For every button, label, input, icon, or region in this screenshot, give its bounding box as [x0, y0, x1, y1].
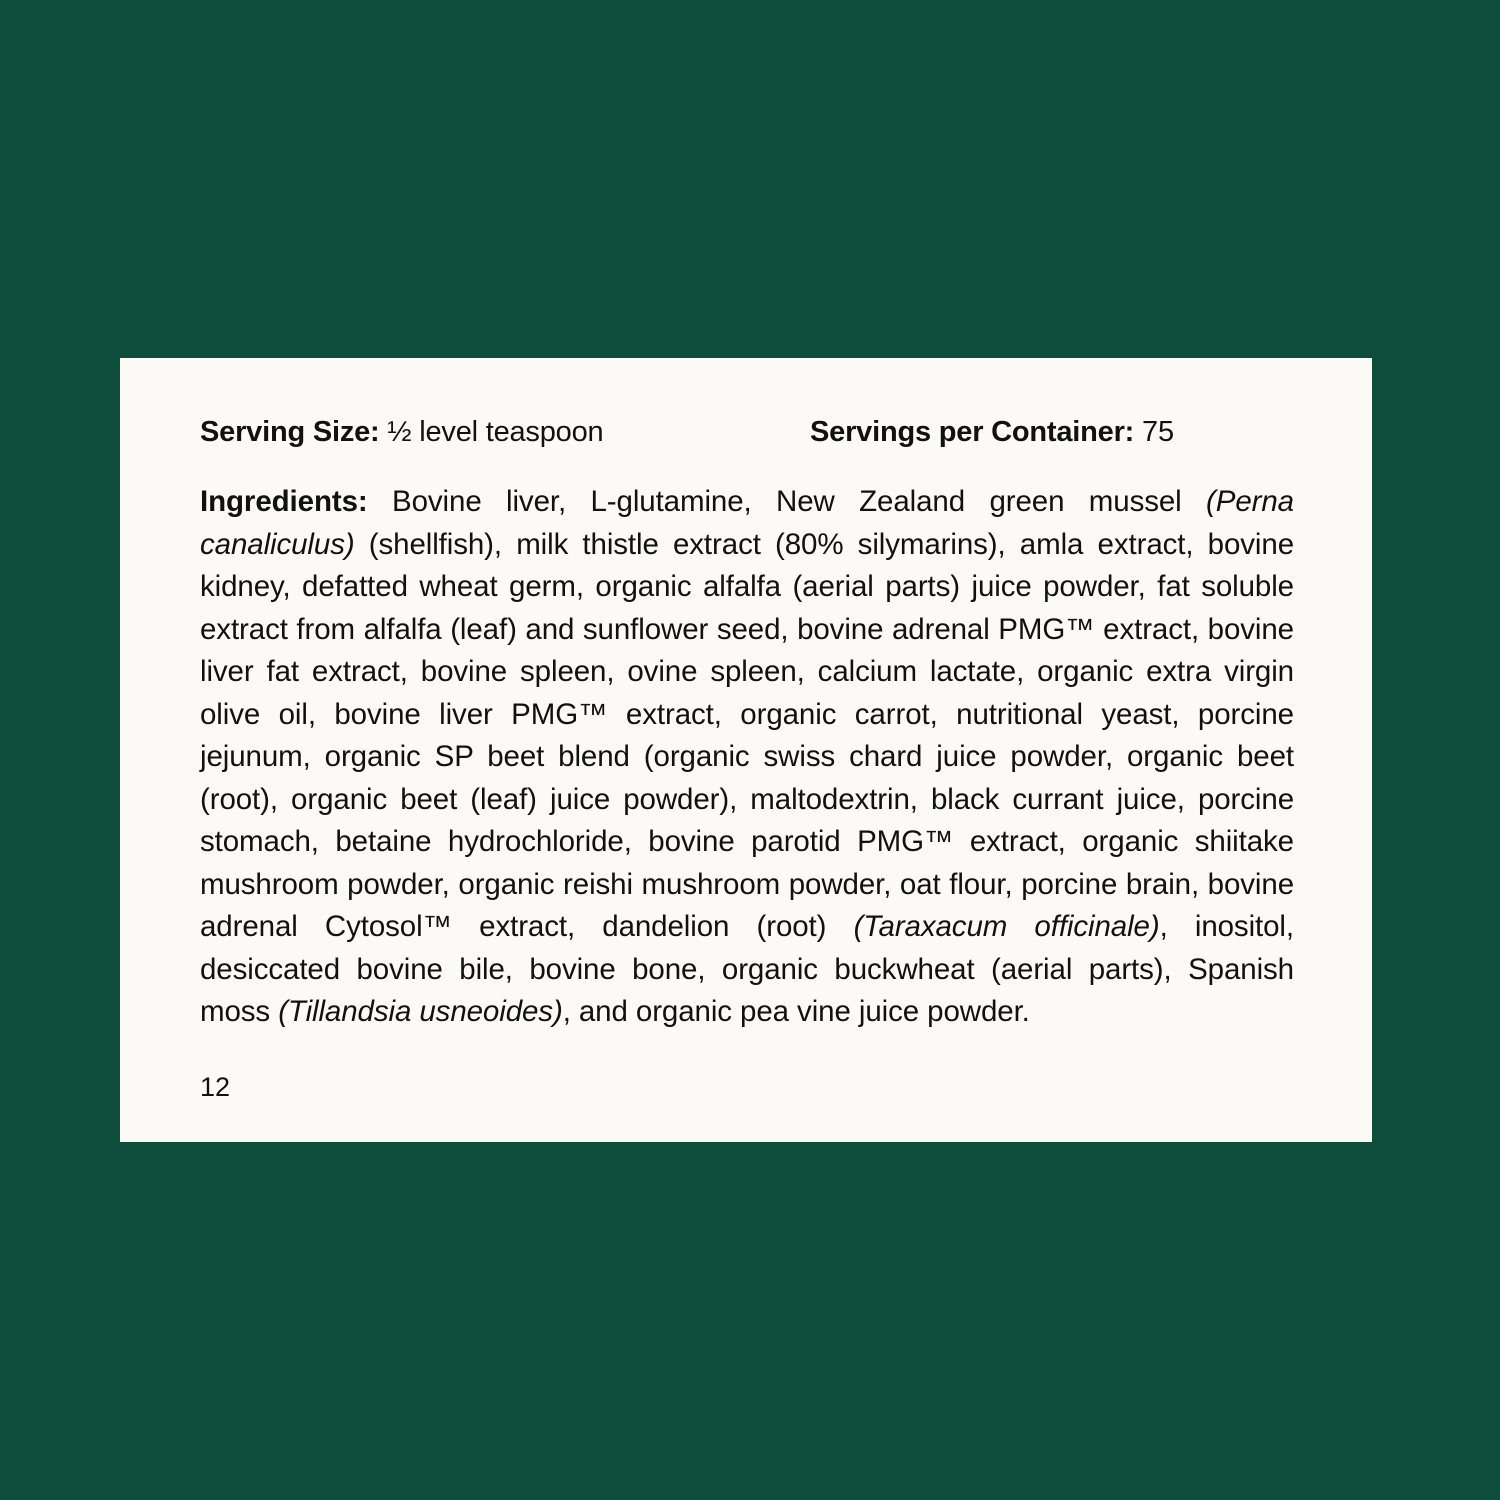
ingredient-latin-name: (Taraxacum officinale) — [853, 910, 1160, 943]
supplement-label-panel — [120, 358, 1372, 1142]
serving-size-label: Serving Size: — [200, 416, 380, 448]
ingredients-paragraph — [200, 481, 1294, 1034]
serving-info-row — [200, 416, 1294, 449]
ingredient-latin-name: (Tillandsia usneoides) — [278, 995, 563, 1028]
ingredient-latin-name: (Perna canaliculus) — [200, 485, 1294, 561]
ingredients-text — [200, 485, 1294, 1028]
ingredient-text-run: , inositol, desiccated bovine bile, bovine bone, organic buckwheat (aerial parts), Spanish moss — [200, 910, 1294, 1028]
servings-per-container-field — [810, 416, 1174, 449]
ingredient-text-run: , and organic pea vine juice powder. — [562, 995, 1030, 1028]
servings-per-container-label: Servings per Container: — [810, 416, 1135, 448]
page-number: 12 — [200, 1071, 231, 1102]
ingredients-label: Ingredients: — [200, 485, 368, 518]
ingredient-text-run: Bovine liver, L-glutamine, New Zealand green mussel — [367, 485, 1207, 518]
serving-size-value: ½ level teaspoon — [387, 416, 604, 448]
serving-size-field — [200, 416, 810, 449]
ingredient-text-run: (shellfish), milk thistle extract (80% silymarins), amla extract, bovine kidney, defatted wheat germ, organic alfalfa (aerial parts) juice powder, fat soluble extract from alfalfa (leaf) and sunflower seed, bovine adrenal PMG™ extract, bovine liver fat extract, bovine spleen, ovine spleen, calcium lactate, organic extra virgin olive oil, bovine liver PMG™ extract, organic carrot, nutritional yeast, porcine jejunum, organic SP beet blend (organic swiss chard juice powder, organic beet (root), organic beet (leaf) juice powder), maltodextrin, black currant juice, porcine stomach, betaine hydrochloride, bovine parotid PMG™ extract, organic shiitake mushroom powder, organic reishi mushroom powder, oat flour, porcine brain, bovine adrenal Cytosol™ extract, dandelion (root) — [200, 527, 1294, 943]
servings-per-container-value: 75 — [1142, 416, 1174, 448]
